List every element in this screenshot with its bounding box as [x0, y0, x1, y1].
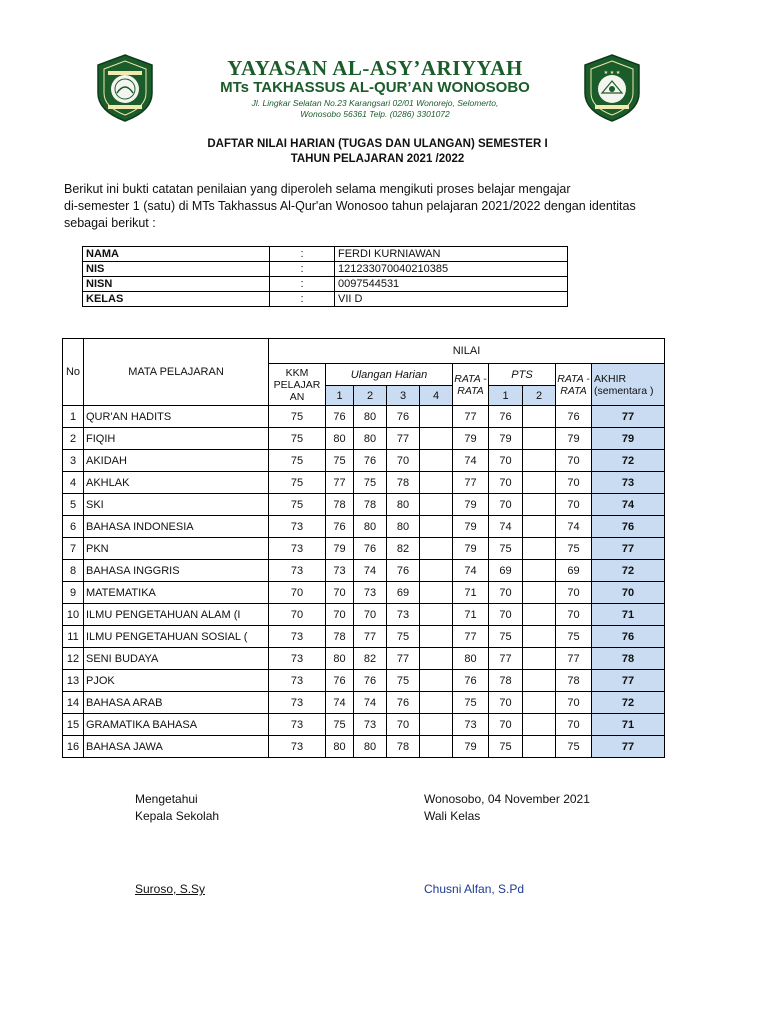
pts-2-value — [523, 582, 556, 604]
ul-2-value: 76 — [354, 670, 387, 692]
kkm-value: 75 — [269, 428, 326, 450]
grades-table — [62, 338, 665, 758]
rata-ulangan-value: 79 — [453, 494, 489, 516]
pts-2-value — [523, 648, 556, 670]
row-no: 13 — [63, 670, 84, 692]
row-no: 3 — [63, 450, 84, 472]
subject-name: BAHASA ARAB — [84, 692, 269, 714]
row-no: 2 — [63, 428, 84, 450]
table-row — [63, 736, 665, 758]
ul-4-value — [420, 406, 453, 428]
ul-1-value: 75 — [326, 450, 354, 472]
row-no: 1 — [63, 406, 84, 428]
rata-pts-value: 69 — [556, 560, 592, 582]
ul-2-value: 74 — [354, 692, 387, 714]
ul-2-value: 75 — [354, 472, 387, 494]
signature-left-line2: Kepala Sekolah — [135, 809, 220, 823]
ul-4-value — [420, 736, 453, 758]
madrasah-emblem-logo — [577, 53, 647, 123]
row-no: 10 — [63, 604, 84, 626]
table-row — [63, 604, 665, 626]
rata-ulangan-value: 73 — [453, 714, 489, 736]
ul-3-value: 82 — [387, 538, 420, 560]
student-info-label: NISN — [83, 277, 270, 292]
kkm-value: 75 — [269, 472, 326, 494]
yayasan-emblem-logo — [90, 53, 160, 123]
col-header-ul-1: 1 — [326, 386, 354, 406]
rata-ulangan-value: 77 — [453, 472, 489, 494]
row-no: 16 — [63, 736, 84, 758]
rata-ulangan-value: 75 — [453, 692, 489, 714]
rata-ulangan-value: 74 — [453, 560, 489, 582]
signature-left-block — [135, 791, 219, 825]
student-info-value: 121233070040210385 — [335, 262, 568, 277]
intro-line3: sebagai berikut : — [64, 216, 156, 230]
subject-name: BAHASA INDONESIA — [84, 516, 269, 538]
col-header-akhir: AKHIR (sementara ) — [592, 364, 665, 406]
ul-4-value — [420, 450, 453, 472]
ul-2-value: 80 — [354, 428, 387, 450]
rata-pts-value: 78 — [556, 670, 592, 692]
subject-name: GRAMATIKA BAHASA — [84, 714, 269, 736]
svg-text:★ ★ ★: ★ ★ ★ — [603, 70, 621, 76]
student-info-label: NIS — [83, 262, 270, 277]
ul-4-value — [420, 626, 453, 648]
student-info-row — [83, 277, 568, 292]
ul-2-value: 78 — [354, 494, 387, 516]
rata-pts-value: 70 — [556, 494, 592, 516]
kkm-value: 75 — [269, 406, 326, 428]
col-header-pts-2: 2 — [523, 386, 556, 406]
pts-2-value — [523, 516, 556, 538]
pts-1-value: 69 — [489, 560, 523, 582]
intro-paragraph — [64, 181, 674, 232]
ul-4-value — [420, 714, 453, 736]
ul-2-value: 70 — [354, 604, 387, 626]
pts-2-value — [523, 494, 556, 516]
ul-1-value: 77 — [326, 472, 354, 494]
ul-4-value — [420, 692, 453, 714]
row-no: 14 — [63, 692, 84, 714]
rata-pts-value: 75 — [556, 736, 592, 758]
student-info-separator: : — [270, 292, 335, 307]
ul-3-value: 75 — [387, 670, 420, 692]
ul-3-value: 70 — [387, 450, 420, 472]
rata-pts-value: 70 — [556, 450, 592, 472]
subject-name: SKI — [84, 494, 269, 516]
subject-name: AKHLAK — [84, 472, 269, 494]
ul-1-value: 76 — [326, 516, 354, 538]
student-info-separator: : — [270, 262, 335, 277]
ul-3-value: 76 — [387, 692, 420, 714]
ul-4-value — [420, 604, 453, 626]
student-info-value: 0097544531 — [335, 277, 568, 292]
table-row — [63, 516, 665, 538]
ul-2-value: 76 — [354, 450, 387, 472]
kkm-value: 73 — [269, 670, 326, 692]
pts-1-value: 70 — [489, 582, 523, 604]
akhir-value: 71 — [592, 714, 665, 736]
row-no: 11 — [63, 626, 84, 648]
rata-ulangan-value: 71 — [453, 604, 489, 626]
student-info-row — [83, 247, 568, 262]
pts-2-value — [523, 714, 556, 736]
ul-3-value: 80 — [387, 494, 420, 516]
pts-1-value: 70 — [489, 450, 523, 472]
rata-ulangan-value: 79 — [453, 516, 489, 538]
rata-ulangan-value: 79 — [453, 428, 489, 450]
ul-1-value: 70 — [326, 582, 354, 604]
ul-4-value — [420, 582, 453, 604]
row-no: 15 — [63, 714, 84, 736]
kkm-value: 75 — [269, 494, 326, 516]
pts-1-value: 70 — [489, 494, 523, 516]
kkm-value: 73 — [269, 560, 326, 582]
student-info-label: KELAS — [83, 292, 270, 307]
table-row — [63, 648, 665, 670]
pts-2-value — [523, 604, 556, 626]
ul-2-value: 82 — [354, 648, 387, 670]
rata-ulangan-value: 79 — [453, 736, 489, 758]
akhir-value: 76 — [592, 626, 665, 648]
kkm-value: 73 — [269, 516, 326, 538]
rata-ulangan-value: 77 — [453, 626, 489, 648]
col-header-subject: MATA PELAJARAN — [84, 339, 269, 406]
subject-name: MATEMATIKA — [84, 582, 269, 604]
kkm-value: 73 — [269, 626, 326, 648]
table-row — [63, 494, 665, 516]
ul-2-value: 77 — [354, 626, 387, 648]
col-header-no: No — [63, 339, 84, 406]
kkm-value: 73 — [269, 692, 326, 714]
akhir-value: 79 — [592, 428, 665, 450]
rata-ulangan-value: 77 — [453, 406, 489, 428]
subject-name: BAHASA INGGRIS — [84, 560, 269, 582]
ul-1-value: 78 — [326, 626, 354, 648]
row-no: 9 — [63, 582, 84, 604]
row-no: 5 — [63, 494, 84, 516]
signature-right-line1: Wonosobo, 04 November 2021 — [424, 792, 590, 806]
table-row — [63, 428, 665, 450]
akhir-value: 78 — [592, 648, 665, 670]
pts-1-value: 70 — [489, 604, 523, 626]
ul-3-value: 76 — [387, 560, 420, 582]
pts-1-value: 79 — [489, 428, 523, 450]
foundation-name: YAYASAN AL-ASY’ARIYYAH — [227, 56, 523, 80]
rata-pts-value: 70 — [556, 714, 592, 736]
kkm-value: 75 — [269, 450, 326, 472]
intro-line1: Berikut ini bukti catatan penilaian yang diperoleh selama mengikuti proses belajar mengajar — [64, 182, 571, 196]
ul-3-value: 70 — [387, 714, 420, 736]
row-no: 4 — [63, 472, 84, 494]
subject-name: BAHASA JAWA — [84, 736, 269, 758]
ul-4-value — [420, 538, 453, 560]
row-no: 7 — [63, 538, 84, 560]
pts-1-value: 75 — [489, 538, 523, 560]
table-row — [63, 626, 665, 648]
pts-2-value — [523, 472, 556, 494]
row-no: 6 — [63, 516, 84, 538]
ul-4-value — [420, 472, 453, 494]
kkm-value: 70 — [269, 582, 326, 604]
ul-1-value: 70 — [326, 604, 354, 626]
row-no: 8 — [63, 560, 84, 582]
rata-pts-value: 74 — [556, 516, 592, 538]
ul-1-value: 73 — [326, 560, 354, 582]
pts-2-value — [523, 538, 556, 560]
subject-name: PJOK — [84, 670, 269, 692]
table-row — [63, 450, 665, 472]
table-row — [63, 582, 665, 604]
table-row — [63, 406, 665, 428]
rata-pts-value: 70 — [556, 692, 592, 714]
subject-name: PKN — [84, 538, 269, 560]
rata-ulangan-value: 76 — [453, 670, 489, 692]
ul-1-value: 80 — [326, 736, 354, 758]
ul-2-value: 74 — [354, 560, 387, 582]
ul-1-value: 76 — [326, 406, 354, 428]
rata-ulangan-value: 80 — [453, 648, 489, 670]
kkm-value: 73 — [269, 538, 326, 560]
ul-3-value: 77 — [387, 648, 420, 670]
pts-2-value — [523, 428, 556, 450]
akhir-value: 73 — [592, 472, 665, 494]
ul-3-value: 76 — [387, 406, 420, 428]
rata-pts-value: 70 — [556, 582, 592, 604]
ul-3-value: 75 — [387, 626, 420, 648]
col-header-ul-3: 3 — [387, 386, 420, 406]
signature-right-block — [424, 791, 590, 825]
subject-name: AKIDAH — [84, 450, 269, 472]
ul-4-value — [420, 516, 453, 538]
rata-pts-value: 79 — [556, 428, 592, 450]
ul-1-value: 79 — [326, 538, 354, 560]
student-info-value: VII D — [335, 292, 568, 307]
ul-2-value: 73 — [354, 582, 387, 604]
pts-2-value — [523, 692, 556, 714]
ul-4-value — [420, 494, 453, 516]
akhir-value: 77 — [592, 406, 665, 428]
rata-pts-value: 70 — [556, 604, 592, 626]
pts-1-value: 76 — [489, 406, 523, 428]
col-header-ul-4: 4 — [420, 386, 453, 406]
pts-1-value: 77 — [489, 648, 523, 670]
pts-1-value: 70 — [489, 692, 523, 714]
ul-3-value: 73 — [387, 604, 420, 626]
kkm-value: 73 — [269, 714, 326, 736]
school-name: MTs TAKHASSUS AL-QUR’AN WONOSOBO — [220, 79, 530, 96]
rata-ulangan-value: 71 — [453, 582, 489, 604]
akhir-value: 71 — [592, 604, 665, 626]
pts-2-value — [523, 626, 556, 648]
rata-ulangan-value: 79 — [453, 538, 489, 560]
ul-1-value: 80 — [326, 428, 354, 450]
student-info-separator: : — [270, 247, 335, 262]
intro-line2: di-semester 1 (satu) di MTs Takhassus Al-Qur'an Wonosoo tahun pelajaran 2021/2022 dengan identitas — [64, 199, 636, 213]
rata-pts-value: 77 — [556, 648, 592, 670]
ul-4-value — [420, 648, 453, 670]
signature-right-line2: Wali Kelas — [424, 809, 481, 823]
row-no: 12 — [63, 648, 84, 670]
rata-pts-value: 75 — [556, 626, 592, 648]
table-row — [63, 714, 665, 736]
ul-2-value: 80 — [354, 516, 387, 538]
signature-left-line1: Mengetahui — [135, 792, 198, 806]
headmaster-name: Suroso, S.Sy — [135, 882, 206, 896]
ul-4-value — [420, 428, 453, 450]
akhir-value: 76 — [592, 516, 665, 538]
student-info-separator: : — [270, 277, 335, 292]
pts-2-value — [523, 736, 556, 758]
pts-1-value: 70 — [489, 714, 523, 736]
akhir-value: 74 — [592, 494, 665, 516]
table-row — [63, 560, 665, 582]
homeroom-teacher-name: Chusni Alfan, S.Pd — [424, 882, 525, 896]
table-row — [63, 472, 665, 494]
kkm-value: 73 — [269, 736, 326, 758]
ul-4-value — [420, 560, 453, 582]
rata-pts-value: 70 — [556, 472, 592, 494]
subject-name: QUR'AN HADITS — [84, 406, 269, 428]
student-info-row — [83, 262, 568, 277]
table-row — [63, 692, 665, 714]
kkm-value: 70 — [269, 604, 326, 626]
student-info-label: NAMA — [83, 247, 270, 262]
pts-2-value — [523, 450, 556, 472]
pts-1-value: 70 — [489, 472, 523, 494]
col-header-kkm: KKM PELAJAR AN — [269, 364, 326, 406]
subject-name: FIQIH — [84, 428, 269, 450]
col-header-nilai: NILAI — [269, 339, 665, 364]
rata-pts-value: 75 — [556, 538, 592, 560]
table-row — [63, 670, 665, 692]
akhir-value: 72 — [592, 560, 665, 582]
ul-2-value: 80 — [354, 406, 387, 428]
akhir-value: 72 — [592, 692, 665, 714]
document-title-line1: DAFTAR NILAI HARIAN (TUGAS DAN ULANGAN) SEMESTER I — [207, 138, 548, 150]
col-header-ulangan-harian: Ulangan Harian — [326, 364, 453, 386]
ul-1-value: 75 — [326, 714, 354, 736]
pts-2-value — [523, 406, 556, 428]
ul-3-value: 78 — [387, 472, 420, 494]
pts-1-value: 78 — [489, 670, 523, 692]
subject-name: ILMU PENGETAHUAN SOSIAL ( — [84, 626, 269, 648]
pts-1-value: 74 — [489, 516, 523, 538]
col-header-ul-2: 2 — [354, 386, 387, 406]
student-info-table — [82, 246, 568, 307]
col-header-pts: PTS — [489, 364, 556, 386]
school-address-line2: Wonosobo 56361 Telp. (0286) 3301072 — [300, 109, 450, 119]
akhir-value: 77 — [592, 538, 665, 560]
subject-name: ILMU PENGETAHUAN ALAM (I — [84, 604, 269, 626]
col-header-pts-1: 1 — [489, 386, 523, 406]
document-title-line2: TAHUN PELAJARAN 2021 /2022 — [290, 153, 465, 165]
ul-3-value: 80 — [387, 516, 420, 538]
akhir-value: 77 — [592, 736, 665, 758]
pts-1-value: 75 — [489, 736, 523, 758]
rata-pts-value: 76 — [556, 406, 592, 428]
col-header-rata-ulangan: RATA - RATA — [453, 364, 489, 406]
ul-2-value: 76 — [354, 538, 387, 560]
ul-1-value: 74 — [326, 692, 354, 714]
pts-2-value — [523, 560, 556, 582]
ul-3-value: 69 — [387, 582, 420, 604]
table-row — [63, 538, 665, 560]
ul-1-value: 78 — [326, 494, 354, 516]
ul-3-value: 78 — [387, 736, 420, 758]
student-info-row — [83, 292, 568, 307]
ul-2-value: 73 — [354, 714, 387, 736]
pts-1-value: 75 — [489, 626, 523, 648]
ul-4-value — [420, 670, 453, 692]
col-header-rata-pts: RATA - RATA — [556, 364, 592, 406]
kkm-value: 73 — [269, 648, 326, 670]
akhir-value: 72 — [592, 450, 665, 472]
akhir-value: 70 — [592, 582, 665, 604]
student-info-value: FERDI KURNIAWAN — [335, 247, 568, 262]
ul-1-value: 80 — [326, 648, 354, 670]
pts-2-value — [523, 670, 556, 692]
document-title — [100, 137, 655, 167]
rata-ulangan-value: 74 — [453, 450, 489, 472]
ul-1-value: 76 — [326, 670, 354, 692]
ul-2-value: 80 — [354, 736, 387, 758]
akhir-value: 77 — [592, 670, 665, 692]
subject-name: SENI BUDAYA — [84, 648, 269, 670]
ul-3-value: 77 — [387, 428, 420, 450]
school-address-line1: Jl. Lingkar Selatan No.23 Karangsari 02/01 Wonorejo, Selomerto, — [251, 98, 499, 108]
